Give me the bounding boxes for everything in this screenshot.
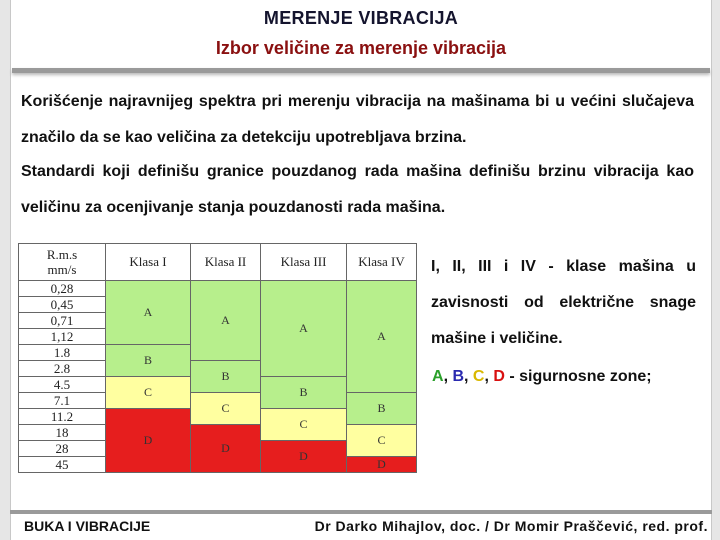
class1-zone-c: C xyxy=(106,377,191,409)
rms-value: 0,28 xyxy=(19,281,106,297)
table-row xyxy=(19,425,417,441)
class2-zone-d: D xyxy=(191,425,261,473)
zones-suffix: - sigurnosne zone; xyxy=(504,368,652,385)
footer-course-title: BUKA I VIBRACIJE xyxy=(24,518,151,534)
class4-zone-d: D xyxy=(347,457,417,473)
zone-c-label: C xyxy=(472,368,485,385)
class2-zone-b: B xyxy=(191,361,261,393)
zones-description: A, B, C, D - sigurnosne zone; xyxy=(432,368,652,385)
table-row xyxy=(19,281,417,297)
slide-title: MERENJE VIBRACIJA xyxy=(263,8,459,28)
paragraph-spectrum: Korišćenje najravnijeg spektra pri merenju vibracija na mašinama bi u većini slučajeva značilo da se kao veličina za detekciju upotrebljava brzina. xyxy=(21,93,694,146)
zone-d-label: D xyxy=(493,368,505,385)
left-frame-border xyxy=(0,0,11,540)
rms-value: 2.8 xyxy=(19,361,106,377)
slide-subtitle: Izbor veličine za merenje vibracija xyxy=(215,38,507,58)
rms-value: 1.8 xyxy=(19,345,106,361)
class4-zone-a: A xyxy=(347,281,417,393)
class2-zone-c: C xyxy=(191,393,261,425)
class-description: I, II, III i IV - klase mašina u zavisnosti od električne snage mašine i veličine. xyxy=(431,258,696,347)
rms-value: 45 xyxy=(19,457,106,473)
zone-b-label: B xyxy=(452,368,465,385)
right-frame-border xyxy=(711,0,720,540)
class1-zone-b: B xyxy=(106,345,191,377)
footer-divider xyxy=(10,510,712,514)
class4-zone-c: C xyxy=(347,425,417,457)
header-rms-label: R.m.s xyxy=(46,247,78,262)
zone-a-label: A xyxy=(432,368,444,385)
class3-zone-a: A xyxy=(261,281,347,377)
class3-zone-b: B xyxy=(261,377,347,409)
header-class-4: Klasa IV xyxy=(347,244,417,281)
rms-value: 18 xyxy=(19,425,106,441)
table-header-row xyxy=(19,244,417,281)
header-class-2: Klasa II xyxy=(191,244,261,281)
rms-value: 11.2 xyxy=(19,409,106,425)
class4-zone-b: B xyxy=(347,393,417,425)
vibration-class-table xyxy=(18,243,417,473)
class1-zone-a: A xyxy=(106,281,191,345)
header-class-1: Klasa I xyxy=(106,244,191,281)
header-rms xyxy=(19,244,106,281)
table-row xyxy=(19,393,417,409)
rms-value: 7.1 xyxy=(19,393,106,409)
class2-zone-a: A xyxy=(191,281,261,361)
rms-value: 0,71 xyxy=(19,313,106,329)
class1-zone-d: D xyxy=(106,409,191,473)
footer-authors: Dr Darko Mihajlov, doc. / Dr Momir Praščević, red. prof. xyxy=(314,518,708,534)
rms-value: 1,12 xyxy=(19,329,106,345)
class3-zone-c: C xyxy=(261,409,347,441)
class3-zone-d: D xyxy=(261,441,347,473)
rms-value: 28 xyxy=(19,441,106,457)
rms-value: 4.5 xyxy=(19,377,106,393)
title-divider xyxy=(12,68,710,73)
header-class-3: Klasa III xyxy=(261,244,347,281)
rms-value: 0,45 xyxy=(19,297,106,313)
header-rms-unit: mm/s xyxy=(47,262,77,277)
paragraph-standards: Standardi koji definišu granice pouzdanog rada mašina definišu brzinu vibracija kao veličinu za ocenjivanje stanja pouzdanosti rada mašina. xyxy=(21,163,694,216)
